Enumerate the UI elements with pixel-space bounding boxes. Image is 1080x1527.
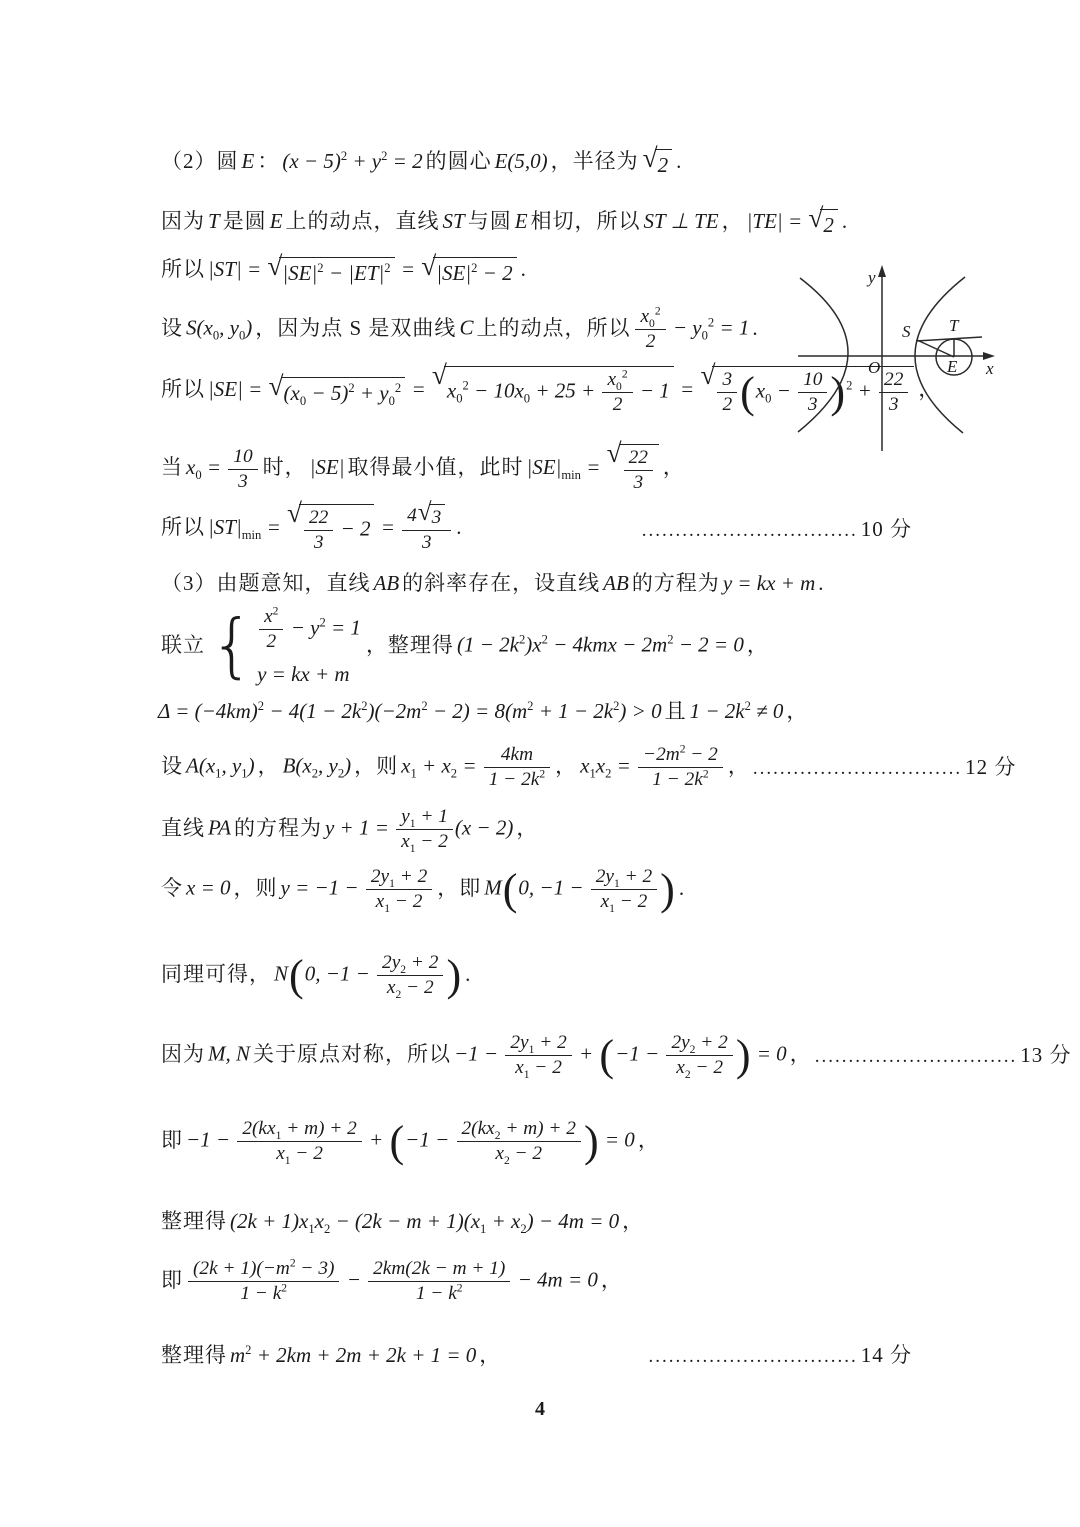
line-symmetry-formula: 因为 M, N 关于原点对称，所以 −1 − $\frac{2y_1 + 2}{x_1 - 2}$ + (−1 − $\frac{2y_2 + 2}{x_2 - 2}$ ) = 0 ， (161, 1031, 812, 1082)
y-axis-arrow (878, 265, 886, 277)
line-final-formula: 整理得 $m^2 + 2km + 2m + 2k + 1 = 0$ ， (161, 1343, 502, 1368)
score-marker (815, 1042, 1072, 1069)
line-circle-e (158, 142, 685, 178)
line-pa-equation (158, 806, 541, 856)
line-part3-intro (158, 570, 828, 596)
line-st-formula (158, 250, 530, 286)
line-point-s-formula: 设 $S(x_0$, $y_0$) ，因为点 S 是双曲线 C 上的动点，所以 $\frac{x_0^2}{2}$ − $y_0^2 = 1$ . (161, 304, 759, 353)
line-discriminant-formula: $\Delta = (-4km)^2 - 4(1 - 2k^2)(-2m^2 - 2) = 8(m^2 + 1 - 2k^2) > 0$ 且 $1 - 2k^2 \ne 0$ ， (158, 699, 809, 723)
figure-label-x: x (986, 359, 994, 378)
line-point-m-formula: 令 x = 0 ，则 y = −1 − $\frac{2y_1 + 2}{x_1 - 2}$ ，即 M(0, −1 − $\frac{2y_1 + 2}{x_1 - 2}$ ) . (161, 865, 686, 916)
line-se-min (158, 438, 688, 494)
hyperbola-left-branch (798, 278, 848, 432)
score-value: 14 分 (860, 1343, 912, 1367)
line-simplify1-formula: 整理得 $(2k + 1)x_1x_2 - (2k - m + 1)(x_1 + x_2) - 4m = 0$ ， (161, 1209, 645, 1237)
line-point-n (158, 951, 474, 1002)
line-tangent-condition-formula: 因为 T 是圆 E 上的动点，直线 ST 与圆 E 相切，所以 ST ⊥ TE ， |TE| = √ 2 . (161, 202, 849, 237)
score-marker (649, 1342, 913, 1369)
figure-label-y: y (868, 268, 876, 287)
figure-label-origin: O (868, 358, 881, 377)
line-point-s (158, 306, 762, 353)
line-substitute2-formula: 即 $\frac{(2k + 1)(-m^2 - 3)}{1 - k^2}$ − $\frac{2km(2k - m + 1)}{1 - k^2}$ − 4m = 0 ， (161, 1256, 623, 1305)
score-marker (642, 516, 912, 543)
figure-label-t: T (949, 316, 959, 335)
line-st-min (158, 498, 912, 554)
line-system-formula: 联立 { $\frac{x^2}{2}$ − $y^2 = 1$ y = kx + m ，整理得 $(1 - 2k^2)x^2 - 4kmx - 2m^2 - 2 = 0$ ， (161, 604, 769, 687)
figure-label-s: S (902, 322, 911, 341)
line-pa-equation-formula: 直线 PA 的方程为 y + 1 = $\frac{y_1 + 1}{x_1 - 2}$ (x − 2) ， (161, 806, 539, 856)
line-system (158, 606, 772, 688)
line-point-n-formula: 同理可得， N(0, −1 − $\frac{2y_2 + 2}{x_2 - 2}$ ) . (161, 951, 472, 1002)
figure-label-e: E (947, 357, 958, 376)
line-vieta-formula: 设 $A(x_1$, $y_1$) ， $B(x_2$, $y_2$) ，则 $x_1 + x_2$ = $\frac{4km}{1 - 2k^2}$ ， $x_1x_2$ = $\frac{-2m^2 - 2}{1 - 2k^2}$ ， (161, 742, 750, 791)
score-marker (753, 754, 1017, 781)
score-value: 10 分 (860, 516, 912, 541)
dotted-leader: .............................. (814, 1046, 1018, 1068)
dotted-leader: ................................ (641, 519, 858, 541)
line-vieta (158, 742, 1017, 791)
line-substitute-formula: 即 −1 − $\frac{2(kx_1 + m) + 2}{x_1 - 2}$ + (−1 − $\frac{2(kx_2 + m) + 2}{x_2 - 2}$ ) = 0 ， (161, 1117, 660, 1168)
hyperbola-figure (790, 255, 1010, 460)
line-symmetry (158, 1031, 1072, 1082)
line-point-m (158, 865, 688, 916)
line-simplify1 (158, 1208, 647, 1237)
page-number: 4 (535, 1398, 545, 1420)
line-se-min-formula: 当 $x_0$ = $\frac{10}{3}$ 时， |SE| 取得最小值，此时 $|SE|_{min}$ = √ $\frac{22}{3}$ ， (161, 438, 685, 494)
line-se-formula-formula: 所以 |SE| = √ $(x_0 - 5)^2 + y_0^2$ = √ $x_0^2 - 10x_0 + 25$ + $\frac{x_0^2}{2}$ − 1 = √ $\frac{3}{2}$ ($x_0$ − $\frac{10}{3}$ )$^2$ + $\frac{22}{3}$ ， (161, 360, 941, 418)
score-value: 13 分 (1020, 1043, 1072, 1068)
dotted-leader: ............................... (752, 758, 963, 780)
line-st-formula-formula: 所以 |ST| = √ $|SE|^2 - |ET|^2$ = √ $|SE|^2 - 2$ . (161, 250, 527, 285)
hyperbola-right-branch (915, 277, 965, 433)
line-final (158, 1342, 912, 1369)
line-tangent-condition (158, 202, 851, 238)
line-discriminant (158, 698, 811, 724)
dotted-leader: ............................... (648, 1346, 858, 1367)
line-circle-e-formula: （2）圆 E ： $(x - 5)^2 + y^2 = 2$ 的圆心 E(5,0) ，半径为 √ 2 . (161, 142, 683, 177)
line-substitute (158, 1117, 663, 1168)
line-part3-intro-formula: （3）由题意知，直线 AB 的斜率存在，设直线 AB 的方程为 y = kx + m . (161, 571, 825, 595)
line-st-min-formula: 所以 $|ST|_{min}$ = √ $\frac{22}{3}$ − 2 = 4 √ 3 3 . (161, 498, 463, 554)
line-substitute2 (158, 1258, 626, 1305)
score-value: 12 分 (965, 755, 1017, 780)
